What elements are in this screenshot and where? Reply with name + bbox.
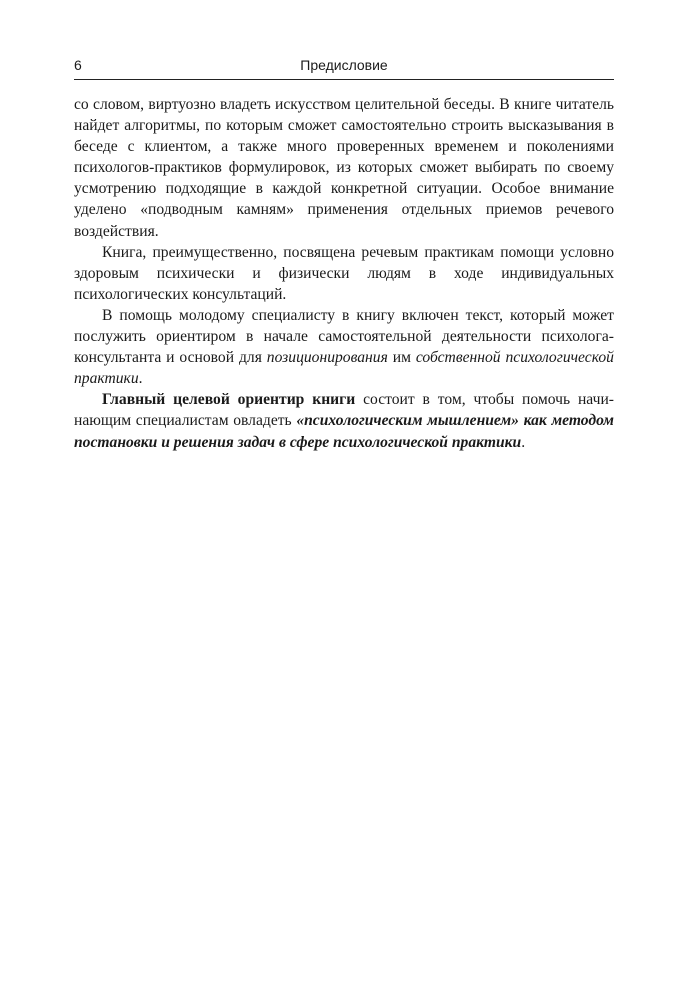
paragraph-4-bold-lead: Главный целевой ориентир книги <box>102 391 356 409</box>
paragraph-3 <box>74 305 614 389</box>
paragraph-4-text: состоит в том, чтобы помочь начинающим специалистам овладеть <box>74 391 614 430</box>
paragraph-4-emphasis: «психологическим мышлением» как методом постановки и решения задач в сфере психологической практики <box>74 412 614 451</box>
paragraph-3-text: . <box>138 370 143 388</box>
paragraph-4 <box>74 389 614 452</box>
paragraph-3-text: им <box>387 349 416 367</box>
paragraph-4-text: . <box>521 433 526 451</box>
running-title: Предисловие <box>300 57 388 73</box>
page-number: 6 <box>74 57 82 73</box>
paragraph-1: со словом, виртуозно владеть искусством целительной беседы. В книге читатель найдет алгоритмы, по которым сможет самостоятельно строить высказывания в беседе с клиентом, а также много проверенных временем и поколениями психологов-практиков формулировок, из которых сможет выбирать по своему усмотрению подходящие в каждой конкретной ситуации. Особое внимание уделено «подводным камням» применения отдельных приемов речевого воздействия. <box>74 96 614 240</box>
paragraph-3-text: В помощь молодому специалисту в книгу включен текст, который может послужить ориентиром в начале самостоятельной деятельности психолога-консультанта и основой для <box>74 306 614 367</box>
paragraph-2: Книга, преимущественно, посвящена речевым практикам помощи условно здоровым психически и физически людям в ходе индивидуальных психологических консультаций. <box>74 243 614 303</box>
paragraph-3-emphasis: позиционирования <box>266 349 388 367</box>
paragraph-3-emphasis: собственной психологической практики <box>74 349 614 388</box>
body-text <box>74 94 614 453</box>
header-divider <box>74 79 614 80</box>
page-header <box>74 55 614 79</box>
